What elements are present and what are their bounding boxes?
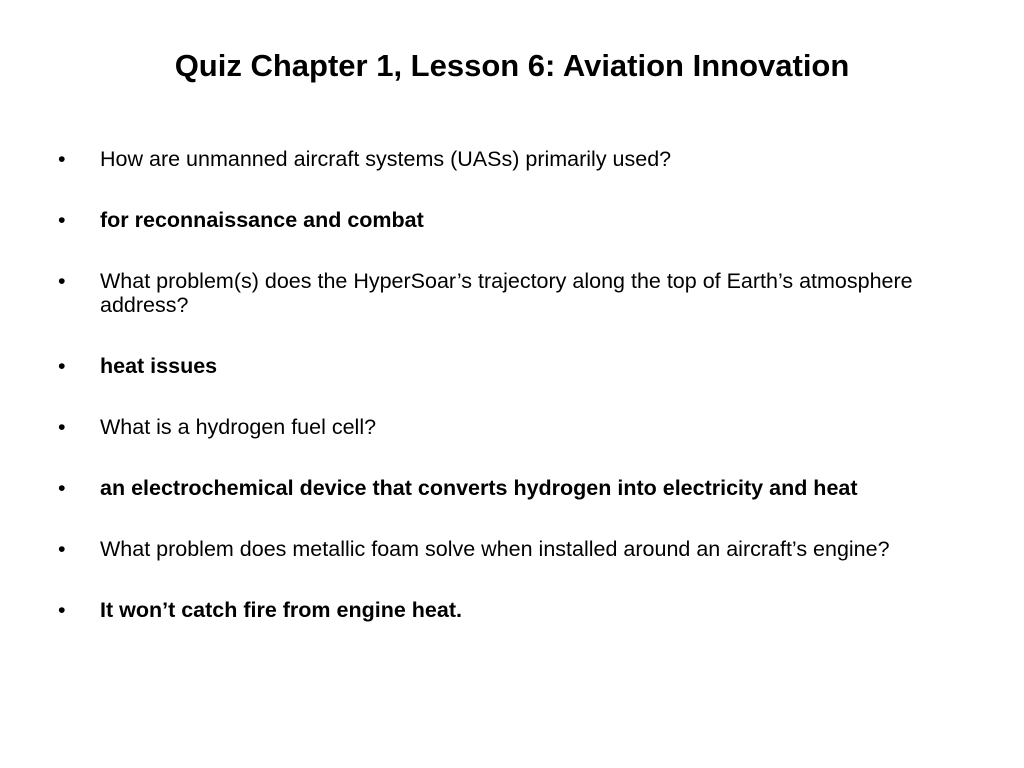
bullet-icon: • bbox=[58, 598, 66, 622]
list-item-text: What is a hydrogen fuel cell? bbox=[100, 415, 377, 439]
list-item-text: for reconnaissance and combat bbox=[100, 208, 424, 232]
bullet-icon: • bbox=[58, 354, 66, 378]
bullet-icon: • bbox=[58, 269, 66, 293]
list-item-answer-3 bbox=[58, 476, 958, 500]
slide-title: Quiz Chapter 1, Lesson 6: Aviation Innovation bbox=[174, 48, 850, 83]
list-item-text: heat issues bbox=[100, 354, 218, 378]
list-item-text: How are unmanned aircraft systems (UASs) primarily used? bbox=[100, 147, 672, 171]
list-item-answer-2 bbox=[58, 354, 958, 378]
bullet-list bbox=[58, 147, 958, 659]
bullet-icon: • bbox=[58, 476, 66, 500]
bullet-icon: • bbox=[58, 537, 66, 561]
bullet-icon: • bbox=[58, 208, 66, 232]
list-item-answer-4 bbox=[58, 598, 958, 622]
list-item-question-1 bbox=[58, 147, 958, 171]
list-item-answer-1 bbox=[58, 208, 958, 232]
list-item-question-3 bbox=[58, 415, 958, 439]
list-item-text: It won’t catch fire from engine heat. bbox=[100, 598, 462, 622]
list-item-question-2 bbox=[58, 269, 958, 317]
bullet-icon: • bbox=[58, 415, 66, 439]
list-item-text: an electrochemical device that converts hydrogen into electricity and heat bbox=[100, 476, 858, 500]
bullet-icon: • bbox=[58, 147, 66, 171]
list-item-text: What problem does metallic foam solve when installed around an aircraft’s engine? bbox=[100, 537, 890, 561]
list-item-question-4 bbox=[58, 537, 958, 561]
list-item-text: What problem(s) does the HyperSoar’s trajectory along the top of Earth’s atmosphere address? bbox=[100, 269, 913, 317]
